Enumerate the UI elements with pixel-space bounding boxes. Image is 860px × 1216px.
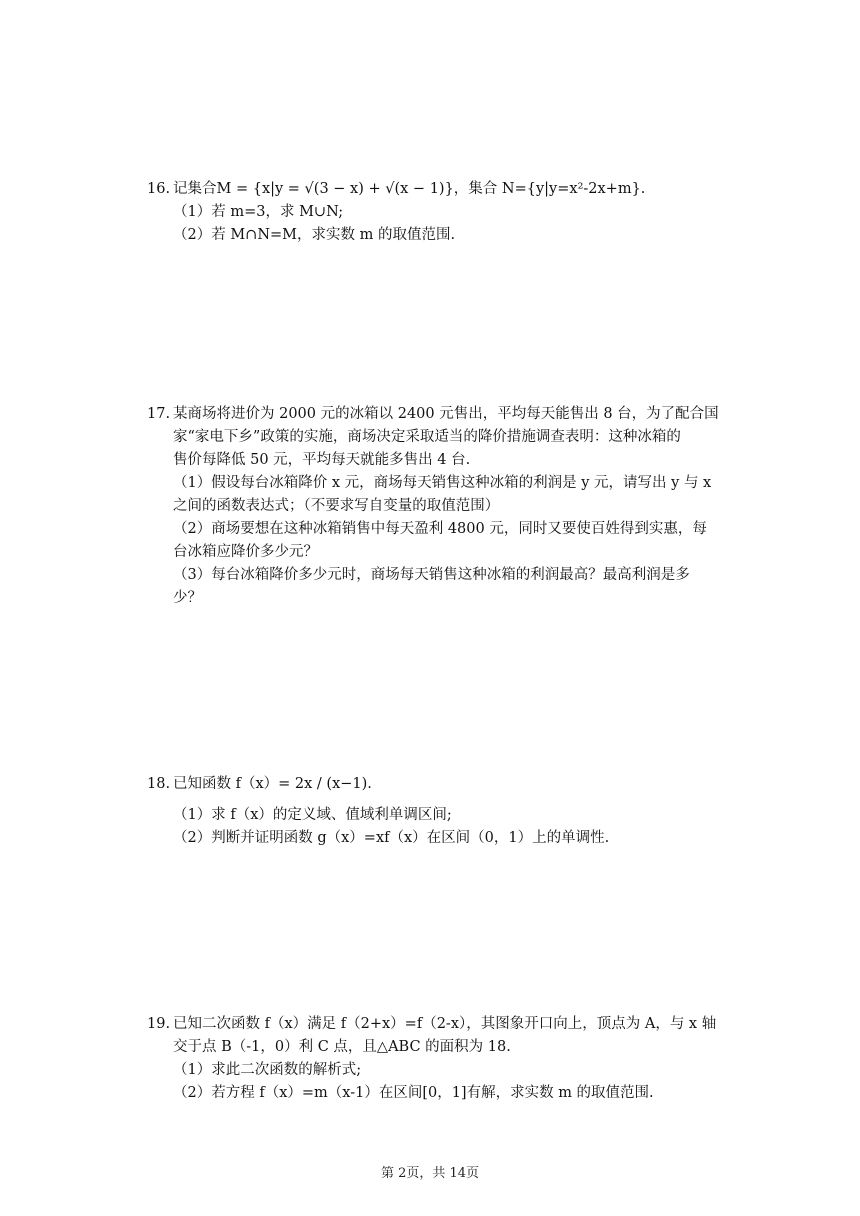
question-number: 17. (147, 406, 171, 422)
sub-question: （2）若 M∩N=M，求实数 m 的取值范围. (173, 227, 456, 243)
page-footer: 第 2页，共 14页 (380, 1166, 480, 1181)
sub-question: （3）每台冰箱降价多少元时，商场每天销售这种冰箱的利润最高？最高利润是多 (173, 567, 690, 583)
sub-question: 少？ (173, 590, 202, 606)
question-text: 已知函数 f（x）= 2x / (x−1). (173, 776, 372, 792)
question-text: 某商场将进价为 2000 元的冰箱以 2400 元售出，平均每天能售出 8 台，为了配合国 (173, 406, 719, 422)
sub-question: （2）判断并证明函数 g（x）=xf（x）在区间（0，1）上的单调性. (173, 830, 610, 846)
question-number: 19. (147, 1016, 171, 1032)
question-number: 16. (147, 181, 171, 197)
sub-question: （1）假设每台冰箱降价 x 元，商场每天销售这种冰箱的利润是 y 元，请写出 y 与 x (173, 475, 712, 491)
sub-question: （1）若 m=3，求 M∪N; (173, 204, 344, 220)
sub-question: （1）求 f（x）的定义域、值域利单调区间; (173, 807, 452, 823)
question-18 (147, 773, 727, 850)
question-16 (147, 178, 727, 247)
sub-question: 之间的函数表达式；（不要求写自变量的取值范围） (173, 498, 500, 514)
question-text: 售价每降低 50 元，平均每天就能多售出 4 台. (173, 452, 471, 468)
sub-question: （2）商场要想在这种冰箱销售中每天盈利 4800 元，同时又要使百姓得到实惠，每 (173, 521, 707, 537)
sub-question: 台冰箱应降价多少元？ (173, 544, 318, 560)
question-text: 记集合M = {x|y = √(3 − x) + √(x − 1)}，集合 N={y|y=x²-2x+m}. (173, 181, 646, 197)
question-17 (147, 403, 727, 610)
question-19 (147, 1013, 727, 1105)
question-text: 已知二次函数 f（x）满足 f（2+x）=f（2-x），其图象开口向上，顶点为 A，与 x 轴 (173, 1016, 717, 1032)
question-text: 交于点 B（-1，0）利 C 点，且△ABC 的面积为 18. (173, 1039, 511, 1055)
question-number: 18. (147, 776, 171, 792)
sub-question: （2）若方程 f（x）=m（x-1）在区间[0，1]有解，求实数 m 的取值范围. (173, 1085, 654, 1101)
sub-question: （1）求此二次函数的解析式; (173, 1062, 362, 1078)
question-text: 家“家电下乡”政策的实施，商场决定采取适当的降价措施调查表明：这种冰箱的 (173, 429, 681, 445)
